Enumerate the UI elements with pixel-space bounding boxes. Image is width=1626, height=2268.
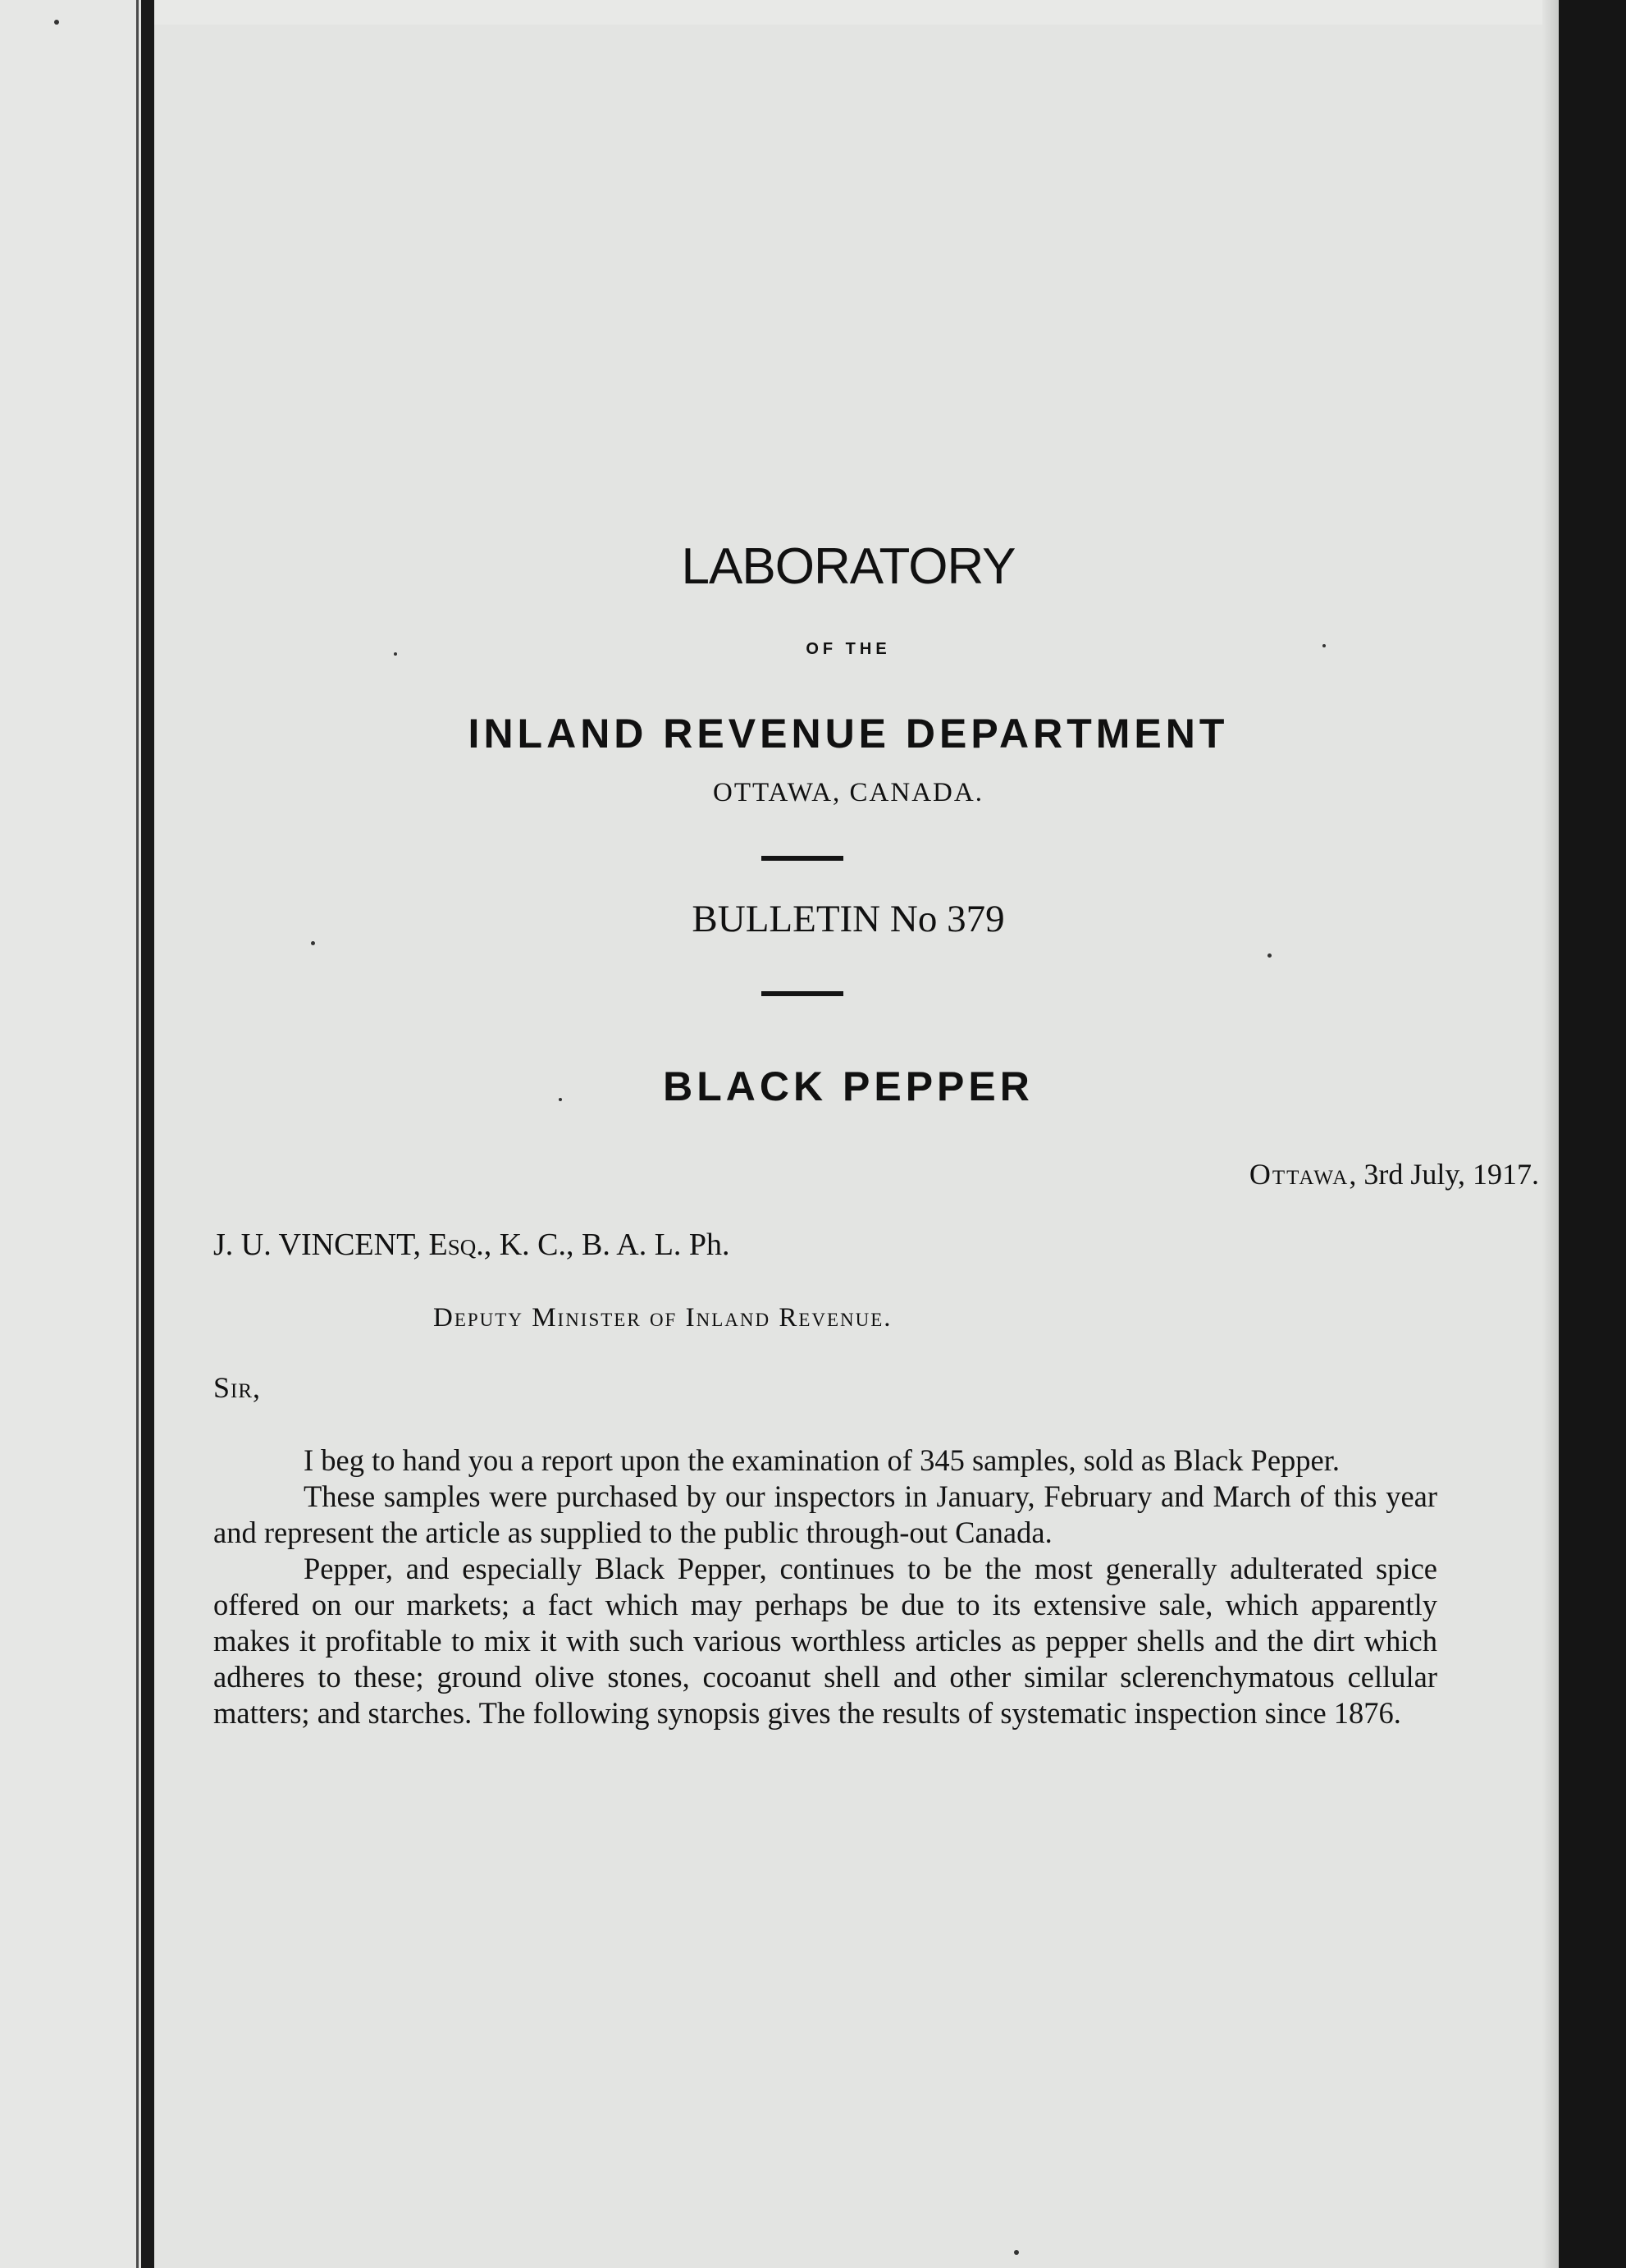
letter-body [213, 1443, 1437, 1731]
laboratory-heading: LABORATORY [681, 538, 1016, 595]
department-heading: INLAND REVENUE DEPARTMENT [468, 711, 1229, 757]
page-edge-shadow [1542, 0, 1559, 2268]
body-paragraph: I beg to hand you a report upon the examination of 345 samples, sold as Black Pepper. [304, 1443, 1341, 1477]
dateline-place: Ottawa [1249, 1158, 1350, 1191]
divider-rule [761, 991, 843, 996]
addressee-title: Deputy Minister of Inland Revenue. [433, 1303, 893, 1333]
bulletin-number: BULLETIN No 379 [692, 898, 1005, 940]
dateline [154, 1157, 1542, 1191]
location-heading: OTTAWA, CANADA. [713, 778, 984, 807]
salutation: Sir, [213, 1371, 262, 1404]
scan-binding-line [136, 0, 139, 2268]
addressee-line [213, 1227, 730, 1263]
addressee-esq: Esq. [428, 1228, 484, 1262]
of-the-heading: OF THE [806, 640, 891, 658]
dateline-date: , 3rd July, 1917. [1349, 1158, 1539, 1191]
body-paragraph: These samples were purchased by our inspectors in January, February and March of this year and represent the article as supplied to the public through-out Canada. [213, 1479, 1437, 1549]
scan-binding-edge [141, 0, 154, 2268]
divider-rule [761, 856, 843, 861]
scan-left-margin [0, 0, 139, 2268]
bulletin-subject: BLACK PEPPER [663, 1063, 1034, 1109]
scan-speck [54, 20, 59, 25]
document-page [154, 0, 1542, 2268]
scan-right-edge [1559, 0, 1626, 2268]
body-paragraph: Pepper, and especially Black Pepper, continues to be the most generally adulterated spice offered on our markets; a fact which may perhaps be due to its extensive sale, which apparently makes it profitable to mix it with such various worthless articles as pepper shells and the dirt which adheres to these; ground olive stones, cocoanut shell and other similar sclerenchymatous cellular matters; and starches. The following synopsis gives the results of systematic inspection since 1876. [213, 1552, 1437, 1730]
addressee-name: J. U. VINCENT, [213, 1228, 421, 1262]
addressee-credentials: , K. C., B. A. L. Ph. [483, 1228, 730, 1262]
